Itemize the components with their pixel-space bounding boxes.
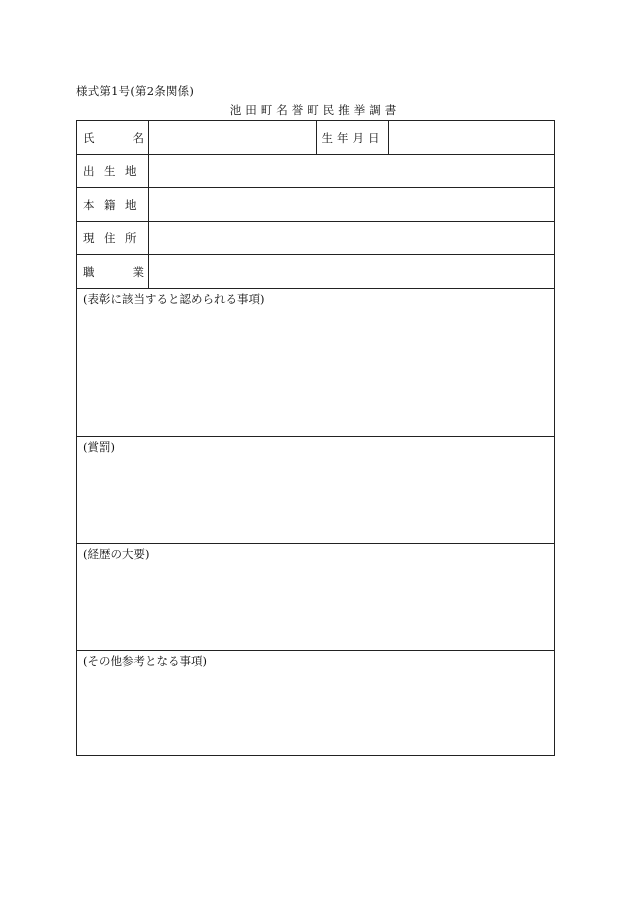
registered-domicile-field[interactable] [149, 188, 554, 221]
name-field[interactable] [149, 121, 317, 154]
career-summary-field[interactable] [77, 562, 554, 650]
current-address-row [77, 222, 554, 255]
rewards-punishments-section [77, 437, 554, 544]
career-summary-section [77, 544, 554, 651]
document-title: 池田町名誉町民推挙調書 [229, 103, 401, 117]
birthplace-field[interactable] [149, 155, 554, 187]
merits-section [77, 289, 554, 437]
birthplace-label: 出生地 [77, 155, 149, 187]
merits-heading: (表彰に該当すると認められる事項) [83, 292, 265, 306]
rewards-punishments-heading: (賞罰) [83, 440, 115, 454]
occupation-field[interactable] [149, 255, 554, 288]
registered-domicile-row [77, 188, 554, 222]
other-references-field[interactable] [77, 669, 554, 755]
date-of-birth-label: 生年月日 [317, 121, 389, 154]
date-of-birth-field[interactable] [389, 121, 554, 154]
rewards-punishments-field[interactable] [77, 455, 554, 543]
form-number: 様式第1号(第2条関係) [76, 84, 195, 98]
other-references-section [77, 651, 554, 755]
current-address-field[interactable] [149, 222, 554, 254]
other-references-heading: (その他参考となる事項) [83, 654, 207, 668]
occupation-label: 職業 [77, 255, 149, 288]
name-row [77, 121, 554, 155]
registered-domicile-label: 本籍地 [77, 188, 149, 221]
merits-field[interactable] [77, 307, 554, 436]
current-address-label: 現住所 [77, 222, 149, 254]
career-summary-heading: (経歴の大要) [83, 547, 150, 561]
occupation-row [77, 255, 554, 289]
recommendation-form [76, 120, 555, 756]
birthplace-row [77, 155, 554, 188]
name-label: 氏名 [77, 121, 149, 154]
